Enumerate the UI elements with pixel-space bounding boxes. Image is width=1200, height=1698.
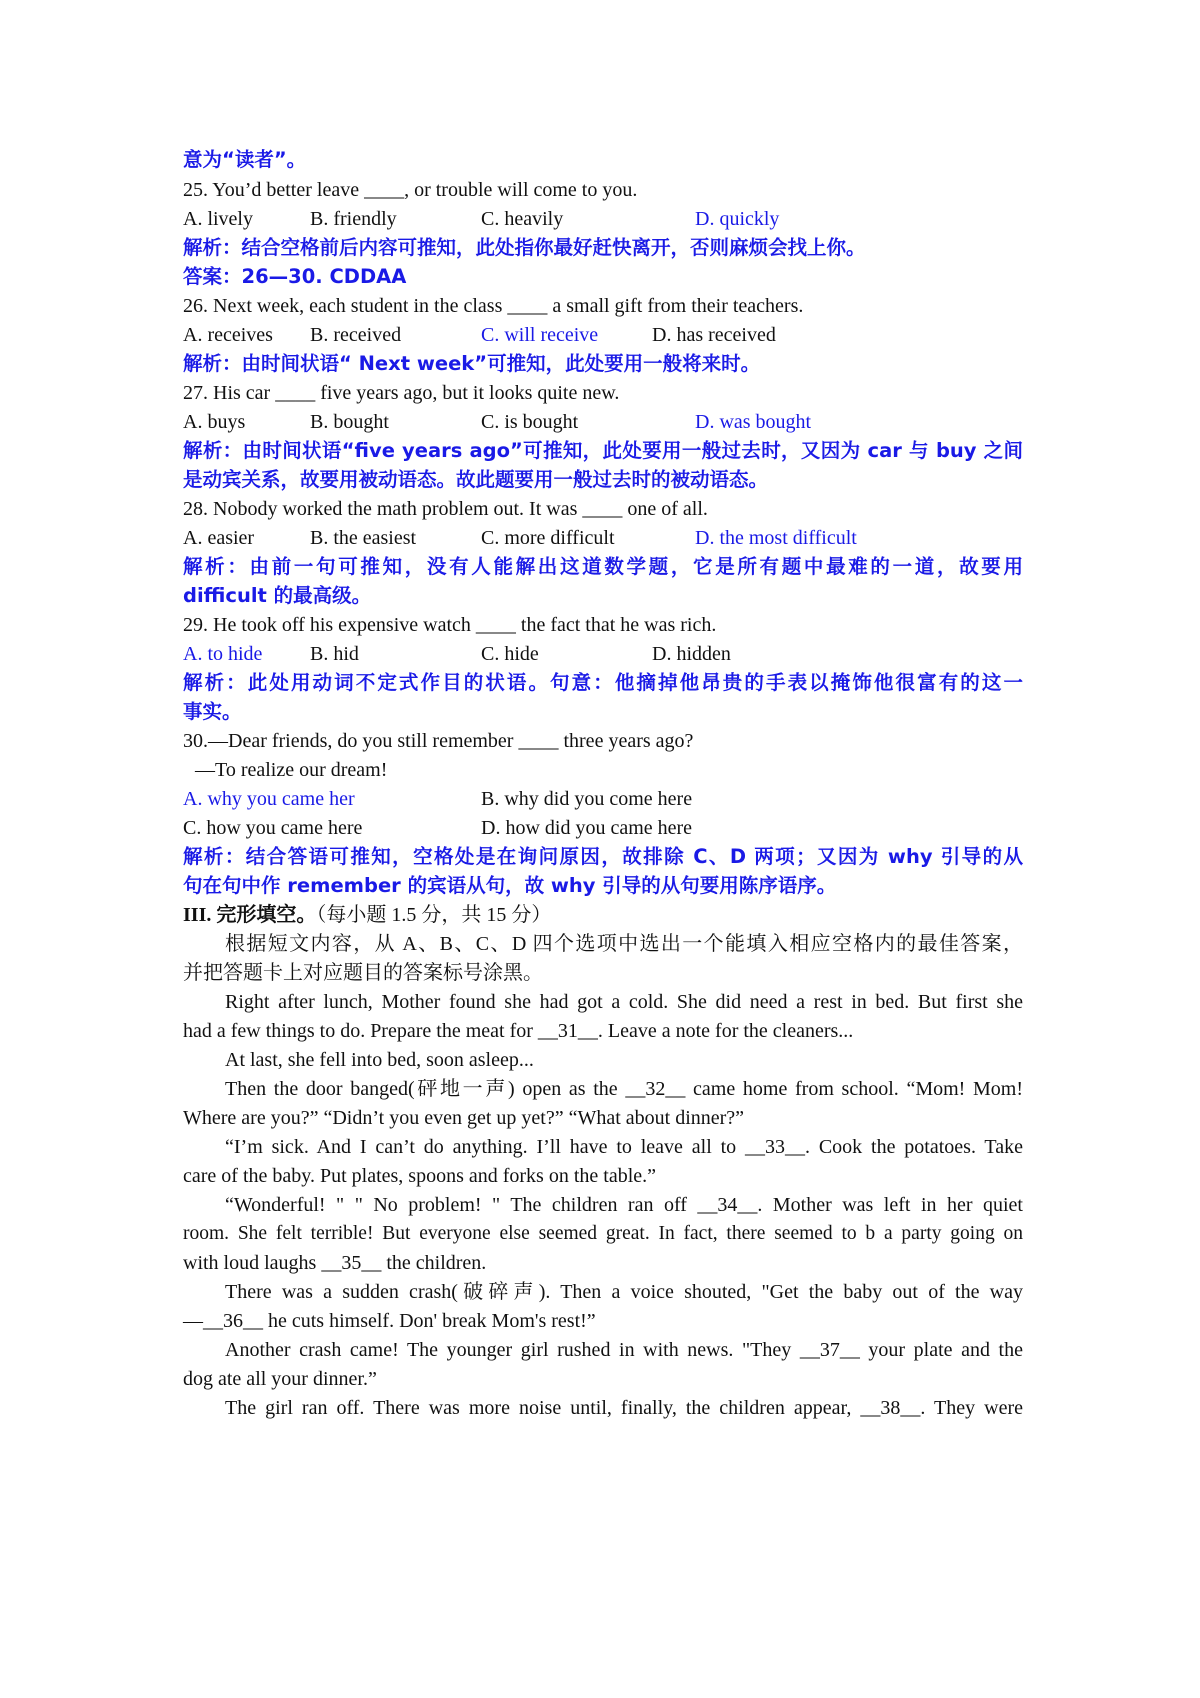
passage-line: dog ate all your dinner.” [183, 1368, 377, 1390]
passage-line: “Wonderful! " " No problem! " The children ran off __34__. Mother was left in her quiet [225, 1194, 1023, 1216]
passage-line: “I’m sick. And I can’t do anything. I’ll have to leave all to __33__. Cook the potatoes. Take [225, 1136, 1023, 1158]
option-b: B. hid [310, 643, 359, 665]
option-a-correct: A. to hide [183, 643, 263, 665]
analysis-30-line2: 句在句中作 remember 的宾语从句，故 why 引导的从句要用陈序语序。 [183, 874, 837, 897]
option-c: C. how you came here [183, 817, 363, 839]
passage-line: with loud laughs __35__ the children. [183, 1252, 487, 1274]
option-d-correct: D. was bought [695, 411, 812, 433]
analysis-26: 解析：由时间状语“ Next week”可推知，此处要用一般将来时。 [183, 352, 761, 375]
option-c: C. heavily [481, 208, 564, 230]
analysis-30-line1: 解析：结合答语可推知，空格处是在询问原因，故排除 C、D 两项；又因为 why 引导的从 [183, 845, 1023, 868]
option-c-correct: C. will receive [481, 324, 599, 346]
passage-line: care of the baby. Put plates, spoons and forks on the table.” [183, 1165, 657, 1187]
question-30-reply: —To realize our dream! [195, 759, 388, 781]
analysis-25: 解析：结合空格前后内容可推知，此处指你最好赶快离开，否则麻烦会找上你。 [183, 236, 866, 259]
option-d-correct: D. quickly [695, 208, 780, 230]
question-25: 25. You’d better leave ____, or trouble will come to you. [183, 179, 638, 201]
analysis-27-line2: 是动宾关系，故要用被动语态。故此题要用一般过去时的被动语态。 [183, 468, 769, 491]
question-28: 28. Nobody worked the math problem out. It was ____ one of all. [183, 498, 708, 520]
option-d: D. how did you came here [481, 817, 693, 839]
option-b: B. received [310, 324, 402, 346]
passage-line: Where are you?” “Didn’t you even get up yet?” “What about dinner?” [183, 1107, 745, 1129]
passage-line: room. She felt terrible! But everyone else seemed great. In fact, there seemed to b a party going on [183, 1223, 1023, 1244]
passage-line: had a few things to do. Prepare the meat for __31__. Leave a note for the cleaners... [183, 1020, 854, 1042]
passage-line: Right after lunch, Mother found she had got a cold. She did need a rest in bed. But first she [225, 991, 1023, 1013]
analysis-28-line2: difficult 的最高级。 [183, 584, 372, 607]
option-c: C. more difficult [481, 527, 615, 549]
option-a-correct: A. why you came her [183, 788, 355, 810]
option-d: D. hidden [652, 643, 731, 665]
passage-line: Then the door banged(砰地一声) open as the __32__ came home from school. “Mom! Mom! [225, 1078, 1023, 1100]
option-b: B. the easiest [310, 527, 417, 549]
option-a: A. receives [183, 324, 273, 346]
passage-line: Another crash came! The younger girl rushed in with news. "They __37__ your plate and the [225, 1339, 1023, 1361]
question-27: 27. His car ____ five years ago, but it looks quite new. [183, 382, 620, 404]
option-d-correct: D. the most difficult [695, 527, 857, 549]
analysis-line: 意为“读者”。 [183, 148, 307, 171]
question-29: 29. He took off his expensive watch ____ the fact that he was rich. [183, 614, 717, 636]
question-26: 26. Next week, each student in the class ____ a small gift from their teachers. [183, 295, 804, 317]
option-a: A. buys [183, 411, 246, 433]
analysis-27-line1: 解析：由时间状语“five years ago”可推知，此处要用一般过去时，又因为 car 与 buy 之间 [183, 439, 1023, 462]
option-d: D. has received [652, 324, 776, 346]
analysis-28-line1: 解析：由前一句可推知，没有人能解出这道数学题，它是所有题中最难的一道，故要用 [183, 555, 1023, 578]
analysis-29-line1: 解析：此处用动词不定式作目的状语。句意：他摘掉他昂贵的手表以掩饰他很富有的这一 [183, 671, 1023, 694]
option-b: B. why did you come here [481, 788, 693, 810]
option-b: B. friendly [310, 208, 397, 230]
instruction-line1: 根据短文内容，从 A、B、C、D 四个选项中选出一个能填入相应空格内的最佳答案， [225, 933, 1023, 955]
option-b: B. bought [310, 411, 389, 433]
answer-key: 答案：26—30. CDDAA [183, 265, 407, 288]
analysis-29-line2: 事实。 [183, 700, 242, 723]
passage-line: The girl ran off. There was more noise until, finally, the children appear, __38__. They were [225, 1397, 1023, 1419]
instruction-line2: 并把答题卡上对应题目的答案标号涂黑。 [183, 962, 543, 984]
section-note: （每小题 1.5 分，共 15 分） [316, 904, 552, 926]
passage-line: At last, she fell into bed, soon asleep... [225, 1049, 534, 1071]
option-a: A. easier [183, 527, 255, 549]
option-a: A. lively [183, 208, 253, 230]
section-3-heading [183, 901, 1023, 929]
option-c: C. hide [481, 643, 539, 665]
passage-line: There was a sudden crash(破碎声). Then a voice shouted, "Get the baby out of the way [225, 1281, 1023, 1303]
section-title: III. 完形填空。 [183, 904, 317, 926]
passage-line: —__36__ he cuts himself. Don' break Mom's rest!” [183, 1310, 596, 1332]
question-30: 30.—Dear friends, do you still remember ____ three years ago? [183, 730, 694, 752]
option-c: C. is bought [481, 411, 579, 433]
